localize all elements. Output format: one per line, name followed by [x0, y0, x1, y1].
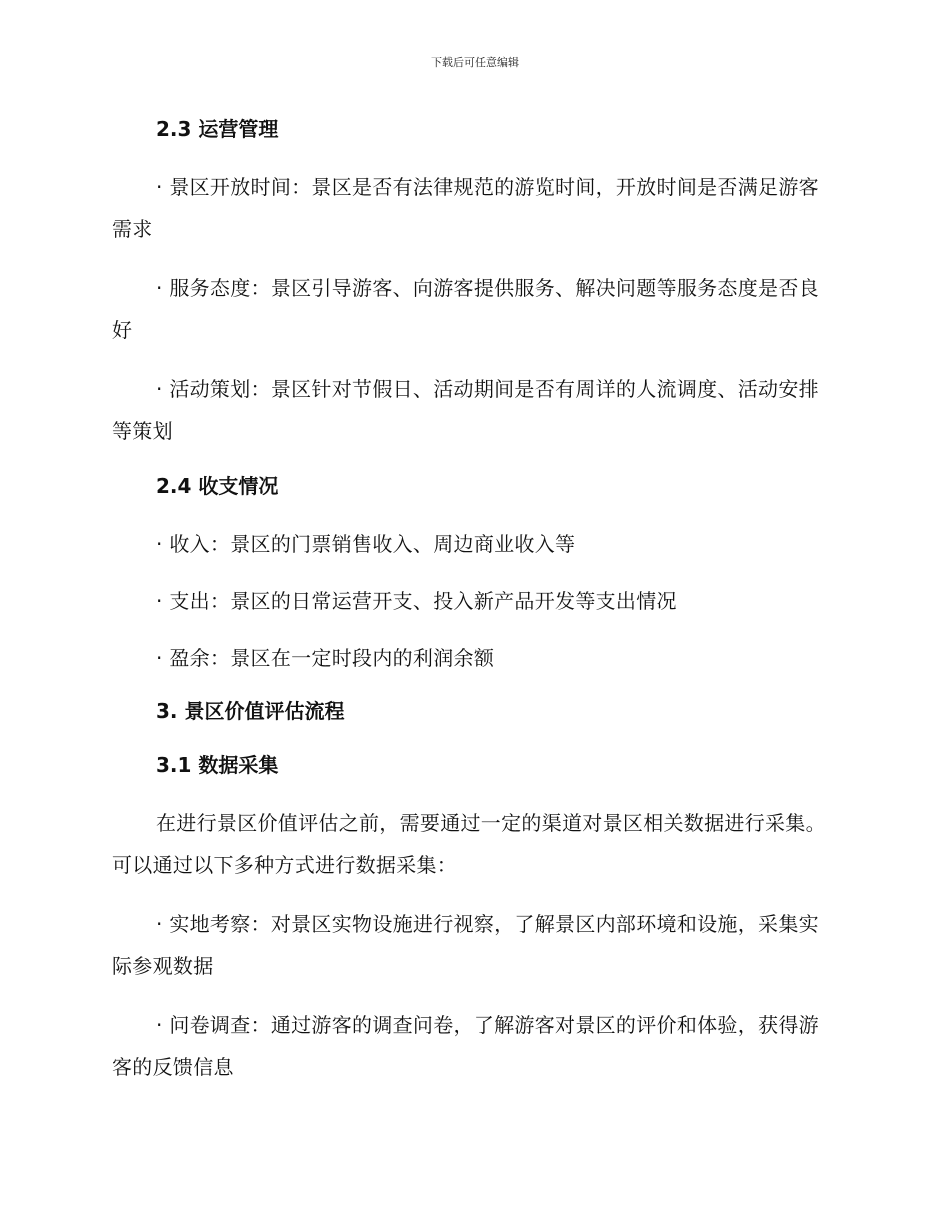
- section-heading-2-4: 2.4 收支情况: [156, 474, 279, 498]
- paragraph-expenses: · 支出：景区的日常运营开支、投入新产品开发等支出情况: [156, 589, 677, 613]
- page-header: 下载后可任意编辑: [431, 56, 519, 69]
- section-heading-3: 3. 景区价值评估流程: [156, 699, 345, 723]
- paragraph-income: · 收入：景区的门票销售收入、周边商业收入等: [156, 532, 576, 556]
- paragraph-field-survey: · 实地考察：对景区实物设施进行视察，了解景区内部环境和设施，采集实际参观数据: [112, 912, 819, 978]
- section-heading-3-1: 3.1 数据采集: [156, 753, 279, 777]
- paragraph-event-planning: · 活动策划：景区针对节假日、活动期间是否有周详的人流调度、活动安排等策划: [112, 377, 819, 443]
- paragraph-service-attitude: · 服务态度：景区引导游客、向游客提供服务、解决问题等服务态度是否良好: [112, 276, 819, 342]
- paragraph-opening-hours: · 景区开放时间：景区是否有法律规范的游览时间，开放时间是否满足游客需求: [112, 175, 819, 241]
- document-body: [112, 112, 832, 1105]
- paragraph-surplus: · 盈余：景区在一定时段内的利润余额: [156, 646, 495, 670]
- section-heading-2-3: 2.3 运营管理: [156, 117, 279, 141]
- paragraph-data-collection-intro: 在进行景区价值评估之前，需要通过一定的渠道对景区相关数据进行采集。可以通过以下多种方式进行数据采集：: [112, 811, 826, 877]
- paragraph-questionnaire: · 问卷调查：通过游客的调查问卷，了解游客对景区的评价和体验，获得游客的反馈信息: [112, 1013, 819, 1079]
